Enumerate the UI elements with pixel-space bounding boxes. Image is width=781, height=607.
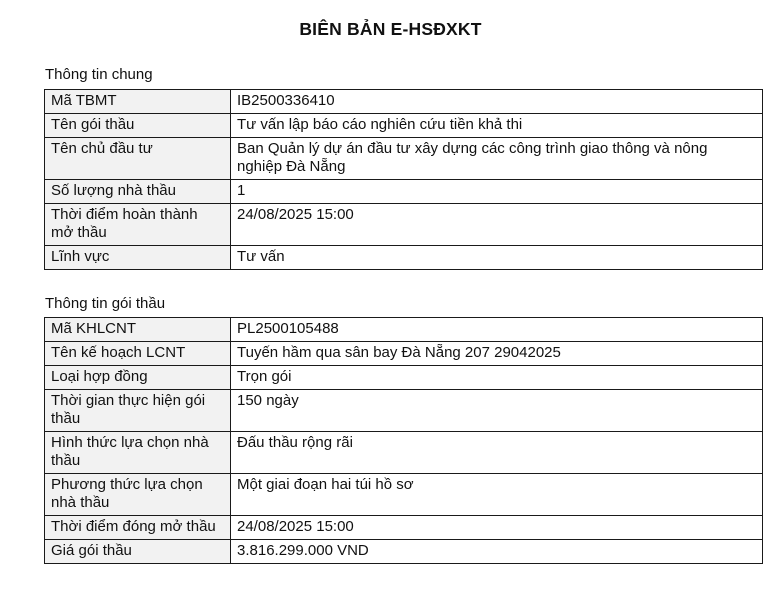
row-value-thoi-diem-hoan-thanh: 24/08/2025 15:00 xyxy=(231,204,763,246)
row-label-ma-tbmt: Mã TBMT xyxy=(45,90,231,114)
table-row xyxy=(45,342,763,366)
row-label-loai-hop-dong: Loại hợp đồng xyxy=(45,366,231,390)
table-row xyxy=(45,516,763,540)
table-row xyxy=(45,474,763,516)
row-label-linh-vuc: Lĩnh vực xyxy=(45,246,231,270)
row-label-ten-ke-hoach: Tên kế hoạch LCNT xyxy=(45,342,231,366)
table-row xyxy=(45,390,763,432)
row-label-ten-goi-thau: Tên gói thầu xyxy=(45,114,231,138)
row-value-hinh-thuc-lua-chon: Đấu thầu rộng rãi xyxy=(231,432,763,474)
row-value-ma-tbmt: IB2500336410 xyxy=(231,90,763,114)
section-general-heading: Thông tin chung xyxy=(45,66,153,83)
row-value-so-luong-nha-thau: 1 xyxy=(231,180,763,204)
row-value-thoi-diem-dong-mo: 24/08/2025 15:00 xyxy=(231,516,763,540)
table-row xyxy=(45,540,763,564)
general-info-table xyxy=(44,89,763,270)
section-package-heading: Thông tin gói thầu xyxy=(45,295,166,312)
table-row xyxy=(45,366,763,390)
row-value-ten-ke-hoach: Tuyến hầm qua sân bay Đà Nẵng 207 29042025 xyxy=(231,342,763,366)
row-value-thoi-gian-thuc-hien: 150 ngày xyxy=(231,390,763,432)
row-label-ma-khlcnt: Mã KHLCNT xyxy=(45,318,231,342)
row-label-gia-goi-thau: Giá gói thầu xyxy=(45,540,231,564)
table-row xyxy=(45,432,763,474)
table-row xyxy=(45,180,763,204)
table-row xyxy=(45,90,763,114)
row-value-gia-goi-thau: 3.816.299.000 VND xyxy=(231,540,763,564)
row-value-linh-vuc: Tư vấn xyxy=(231,246,763,270)
row-label-so-luong-nha-thau: Số lượng nhà thầu xyxy=(45,180,231,204)
table-row xyxy=(45,204,763,246)
table-row xyxy=(45,246,763,270)
row-label-thoi-diem-dong-mo: Thời điểm đóng mở thầu xyxy=(45,516,231,540)
row-label-thoi-gian-thuc-hien: Thời gian thực hiện gói thầu xyxy=(45,390,231,432)
row-value-ma-khlcnt: PL2500105488 xyxy=(231,318,763,342)
row-value-phuong-thuc-lua-chon: Một giai đoạn hai túi hồ sơ xyxy=(231,474,763,516)
table-row xyxy=(45,318,763,342)
row-value-loai-hop-dong: Trọn gói xyxy=(231,366,763,390)
table-row xyxy=(45,114,763,138)
package-info-table xyxy=(44,317,763,564)
row-value-ten-chu-dau-tu: Ban Quản lý dự án đầu tư xây dựng các công trình giao thông và nông nghiệp Đà Nẵng xyxy=(231,138,763,180)
row-label-phuong-thuc-lua-chon: Phương thức lựa chọn nhà thầu xyxy=(45,474,231,516)
table-row xyxy=(45,138,763,180)
row-label-thoi-diem-hoan-thanh: Thời điểm hoàn thành mở thầu xyxy=(45,204,231,246)
row-label-hinh-thuc-lua-chon: Hình thức lựa chọn nhà thầu xyxy=(45,432,231,474)
row-value-ten-goi-thau: Tư vấn lập báo cáo nghiên cứu tiền khả thi xyxy=(231,114,763,138)
row-label-ten-chu-dau-tu: Tên chủ đầu tư xyxy=(45,138,231,180)
document-title: BIÊN BẢN E-HSĐXKT xyxy=(299,19,482,39)
